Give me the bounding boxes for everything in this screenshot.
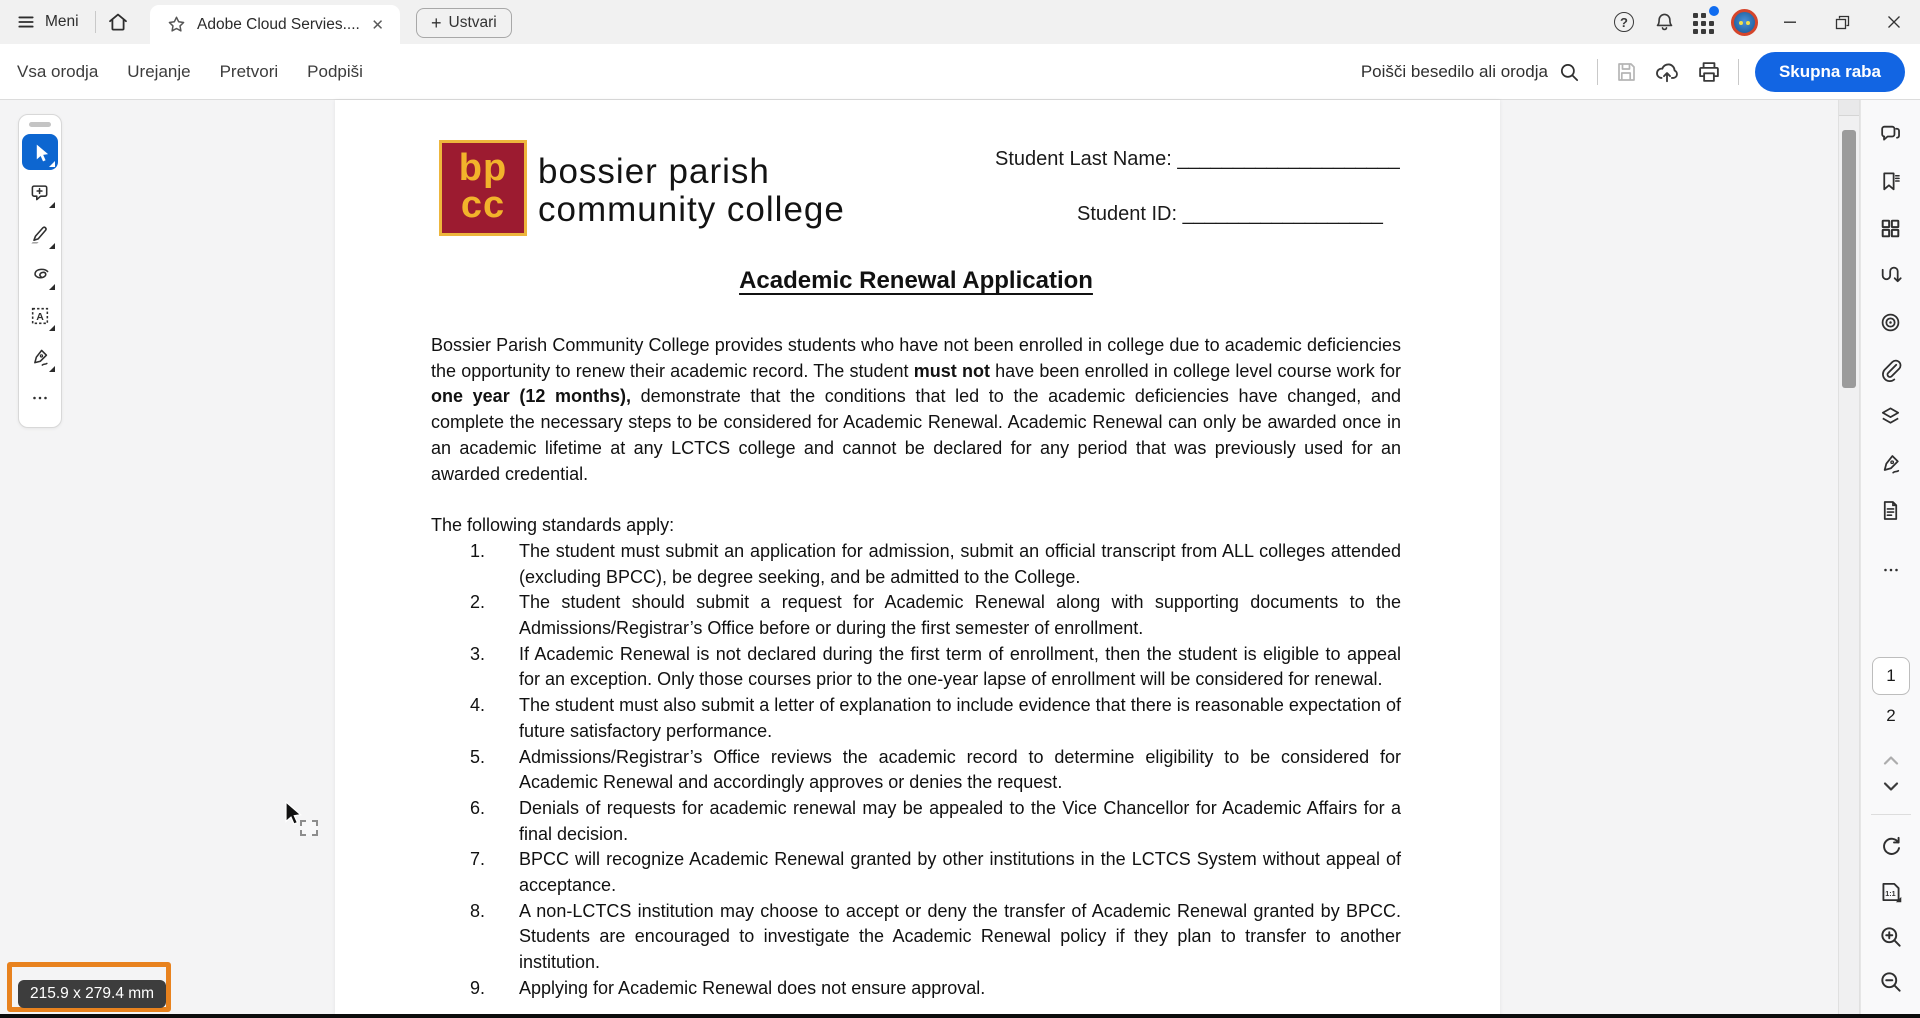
- scrollbar-thumb[interactable]: [1842, 130, 1856, 388]
- content-panel-button[interactable]: [1878, 498, 1903, 523]
- scroll-up-button[interactable]: [1839, 100, 1859, 116]
- page-flow-panel-button[interactable]: [1878, 263, 1903, 288]
- standard-text: A non-LCTCS institution may choose to accept or deny the transfer of Academic Renewal granted by BPCC. Students are encouraged to investigate the Academic Renewal policy if they plan to transfer to another institution.: [519, 900, 1401, 973]
- student-id-blank: __________________: [1182, 203, 1383, 225]
- document-viewer: [0, 100, 1920, 1018]
- standard-number: 3.: [470, 643, 486, 664]
- standard-item: [431, 847, 1401, 898]
- menu-all-tools[interactable]: Vsa orodja: [17, 62, 99, 81]
- previous-page-button[interactable]: [1879, 752, 1903, 768]
- standard-number: 5.: [470, 746, 486, 767]
- standard-number: 1.: [470, 540, 486, 561]
- menu-convert[interactable]: Pretvori: [219, 62, 279, 81]
- standard-number: 7.: [470, 849, 486, 870]
- close-icon: [1886, 14, 1902, 30]
- standard-item: [431, 796, 1401, 847]
- rotate-icon: [1878, 834, 1904, 860]
- standard-text: The student must also submit a letter of explanation to include evidence that there is reasonable expectation of future satisfactory performance.: [519, 695, 1401, 741]
- page-size-badge: 215.9 x 279.4 mm: [18, 980, 166, 1008]
- sign-pen-icon: [1878, 451, 1903, 476]
- document-tab[interactable]: [150, 5, 400, 44]
- standard-item: [431, 539, 1401, 590]
- rotate-page-button[interactable]: [1878, 834, 1904, 860]
- avatar: [1731, 9, 1758, 36]
- star-icon[interactable]: [166, 14, 187, 35]
- home-button[interactable]: [96, 0, 140, 44]
- destinations-panel-button[interactable]: [1878, 310, 1903, 335]
- standards-heading: The following standards apply:: [431, 515, 675, 536]
- logo-letters-1: bp: [458, 147, 508, 189]
- vertical-scrollbar[interactable]: [1838, 100, 1860, 1018]
- standard-text: The student must submit an application for admission, submit an official transcript from ALL colleges attended (excluding BPCC), be degree seeking, and be admitted to the College.: [519, 540, 1401, 587]
- signatures-panel-button[interactable]: [1878, 451, 1903, 476]
- bookmark-icon: [1878, 169, 1903, 194]
- bell-icon: [1653, 11, 1676, 34]
- svg-text:A: A: [36, 310, 44, 323]
- standard-number: 4.: [470, 695, 486, 716]
- logo-text-line2: community college: [538, 190, 845, 229]
- help-icon: ?: [1614, 12, 1634, 32]
- actual-size-button[interactable]: [1878, 879, 1904, 905]
- selection-marquee-icon: [300, 820, 318, 836]
- search-button[interactable]: [1361, 61, 1581, 84]
- plus-icon: +: [431, 13, 442, 33]
- more-panels-button[interactable]: [1880, 559, 1902, 581]
- layers-panel-button[interactable]: [1878, 404, 1903, 429]
- thumbnails-grid-icon: [1878, 216, 1903, 241]
- standard-text: BPCC will recognize Academic Renewal granted by other institutions in the LCTCS System without appeal of acceptance.: [519, 849, 1401, 896]
- svg-text:1:1: 1:1: [1885, 889, 1896, 898]
- paperclip-icon: [1878, 357, 1903, 382]
- pdf-page[interactable]: [335, 100, 1500, 1018]
- menu-button[interactable]: [0, 0, 95, 44]
- account-button[interactable]: [1724, 0, 1764, 44]
- more-dots-icon: [29, 387, 51, 409]
- target-icon: [1878, 310, 1903, 335]
- quick-tools-panel: [18, 114, 62, 428]
- standard-item: [431, 976, 1401, 1002]
- logo-letters-2: cc: [460, 184, 506, 226]
- tab-title: Adobe Cloud Servies....: [197, 15, 360, 33]
- submenu-corner: [49, 243, 55, 249]
- standard-item: [431, 899, 1401, 976]
- draw-tool[interactable]: [22, 257, 58, 293]
- submenu-corner: [49, 325, 55, 331]
- document-page-icon: [1878, 498, 1903, 523]
- standard-text: The student should submit a request for Academic Renewal along with supporting documents to the Admissions/Registrar’s Office before or during the first semester of enrollment.: [519, 592, 1401, 639]
- zoom-in-icon: [1878, 924, 1904, 950]
- submenu-corner: [49, 202, 55, 208]
- chevron-up-icon: [1879, 752, 1903, 768]
- panel-drag-handle[interactable]: [29, 122, 51, 127]
- page-thumbnails-panel-button[interactable]: [1878, 216, 1903, 241]
- standard-text: Admissions/Registrar’s Office reviews the academic record to determine eligibility to be considered for Academic Renewal and accordingly approves or denies the request.: [519, 746, 1401, 793]
- standard-item: [431, 642, 1401, 693]
- document-body: [431, 265, 1401, 1002]
- add-comment-tool[interactable]: [22, 175, 58, 211]
- bpcc-logo: [439, 140, 527, 236]
- standard-item: [431, 590, 1401, 641]
- comments-icon: [1878, 122, 1903, 147]
- standard-number: 8.: [470, 900, 486, 921]
- share-label: Skupna raba: [1778, 62, 1881, 81]
- standard-item: [431, 745, 1401, 796]
- toolbar-divider-2: [1738, 59, 1739, 85]
- apps-button[interactable]: [1684, 0, 1724, 44]
- notifications-button[interactable]: [1644, 0, 1684, 44]
- submenu-corner: [49, 284, 55, 290]
- layers-icon: [1878, 404, 1903, 429]
- fill-sign-pen-icon: [29, 346, 51, 368]
- toolbar: [0, 44, 1920, 100]
- menu-label: Meni: [45, 13, 79, 30]
- save-icon: [1614, 60, 1638, 84]
- restore-button[interactable]: [1816, 0, 1868, 44]
- print-button[interactable]: [1696, 59, 1722, 85]
- student-last-name-label: Student Last Name:: [995, 148, 1172, 170]
- right-sidebar: [1860, 100, 1920, 1018]
- logo-text-line1: bossier parish: [538, 152, 770, 191]
- sidebar-divider: [1871, 814, 1911, 815]
- standard-text: Denials of requests for academic renewal may be appealed to the Vice Chancellor for Academic Affairs for a final decision.: [519, 797, 1401, 844]
- text-box-icon: [29, 305, 51, 327]
- standard-item: [431, 693, 1401, 744]
- submenu-corner: [49, 366, 55, 372]
- more-dots-icon: [1880, 559, 1902, 581]
- next-page-button[interactable]: [1879, 779, 1903, 795]
- minimize-icon: [1782, 14, 1798, 30]
- close-window-button[interactable]: [1868, 0, 1920, 44]
- student-last-name-line: [995, 148, 1400, 171]
- apps-grid-icon: [1692, 10, 1716, 34]
- chevron-down-icon: [1879, 779, 1903, 795]
- student-id-label: Student ID:: [1077, 203, 1178, 225]
- minimize-button[interactable]: [1764, 0, 1816, 44]
- standard-text: If Academic Renewal is not declared during the first term of enrollment, then the student is eligible to appeal for an exception. Only those courses prior to the one-year lapse of enrollment will be considered for renewal.: [519, 643, 1401, 690]
- home-icon: [106, 10, 130, 34]
- title-bar: [0, 0, 1920, 44]
- add-text-tool[interactable]: [22, 298, 58, 334]
- create-button[interactable]: [416, 8, 512, 38]
- highlight-tool[interactable]: [22, 216, 58, 252]
- bookmarks-panel-button[interactable]: [1878, 169, 1903, 194]
- flow-arrow-icon: [1878, 263, 1903, 288]
- search-label: Poišči besedilo ali orodja: [1360, 62, 1548, 81]
- page-2-label[interactable]: 2: [1886, 706, 1896, 725]
- printer-icon: [1696, 59, 1722, 85]
- standard-number: 2.: [470, 592, 486, 613]
- tab-close-icon[interactable]: ✕: [371, 16, 384, 34]
- help-button[interactable]: [1604, 0, 1644, 44]
- student-id-line: [1077, 203, 1383, 226]
- toolbar-divider: [1597, 59, 1598, 85]
- current-page-box[interactable]: [1872, 657, 1910, 695]
- upload-cloud-button[interactable]: [1654, 59, 1680, 85]
- submenu-corner: [49, 161, 55, 167]
- one-to-one-icon: [1878, 879, 1904, 905]
- save-button[interactable]: [1614, 60, 1638, 84]
- standard-text: Applying for Academic Renewal does not ensure approval.: [519, 977, 986, 998]
- select-tool[interactable]: [22, 134, 58, 170]
- share-button[interactable]: [1755, 52, 1905, 92]
- hamburger-icon: [16, 12, 36, 32]
- standards-list: [431, 539, 1401, 1002]
- add-comment-icon: [29, 182, 51, 204]
- document-title: Academic Renewal Application: [739, 267, 1093, 294]
- more-tools[interactable]: [22, 380, 58, 416]
- intro-paragraph: Bossier Parish Community College provides students who have not been enrolled in college due to academic deficiencies the opportunity to renew their academic record. The student must not have been enrolled in college level course work for one year (12 months), demonstrate that the conditions that led to the academic deficiencies have changed, and complete the necessary steps to be considered for Academic Renewal. Academic Renewal can only be awarded once in an academic lifetime at any LCTCS college and cannot be declared for any period that was previously used for an awarded credential.: [431, 335, 1401, 484]
- zoom-in-button[interactable]: [1878, 924, 1904, 950]
- logo-text: [538, 153, 845, 229]
- student-last-name-blank: ____________________: [1177, 148, 1400, 170]
- zoom-out-button[interactable]: [1878, 969, 1904, 995]
- highlighter-icon: [29, 223, 51, 245]
- lasso-icon: [29, 264, 51, 286]
- fill-sign-tool[interactable]: [22, 339, 58, 375]
- attachments-panel-button[interactable]: [1878, 357, 1903, 382]
- notification-dot: [1709, 6, 1719, 16]
- current-page-number: 1: [1886, 666, 1896, 685]
- create-label: Ustvari: [448, 14, 497, 31]
- menu-edit[interactable]: Urejanje: [127, 62, 191, 81]
- zoom-out-icon: [1878, 969, 1904, 995]
- menu-sign[interactable]: Podpiši: [307, 62, 363, 81]
- restore-icon: [1834, 14, 1851, 31]
- screen-bottom-edge: [0, 1014, 1920, 1018]
- standard-number: 6.: [470, 797, 486, 818]
- search-icon: [1558, 61, 1581, 84]
- cloud-upload-icon: [1654, 59, 1680, 85]
- comments-panel-button[interactable]: [1878, 122, 1903, 147]
- standard-number: 9.: [470, 977, 486, 998]
- cursor-arrow-icon: [29, 141, 51, 163]
